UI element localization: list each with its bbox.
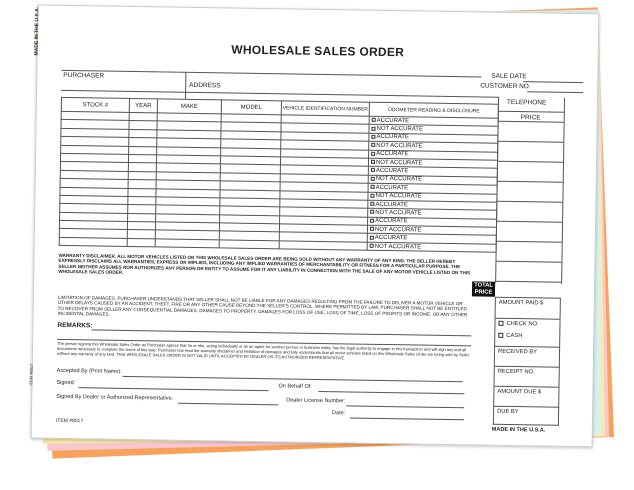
odometer-option-label: ACCURATE bbox=[376, 117, 410, 125]
table-cell[interactable] bbox=[59, 237, 127, 246]
odometer-checkbox[interactable] bbox=[371, 160, 375, 164]
odometer-option-label: ACCURATE bbox=[375, 218, 408, 225]
odometer-checkbox[interactable] bbox=[370, 244, 374, 248]
accepted-by-label: Accepted By (Print Name): bbox=[56, 367, 122, 375]
signed-dealer-label: Signed By Dealer or Authorized Representative: bbox=[56, 393, 174, 402]
price-column-header: PRICE bbox=[520, 114, 541, 122]
purchaser-label: PURCHASER bbox=[63, 71, 105, 80]
odometer-option-label: NOT ACCURATE bbox=[376, 125, 424, 133]
odometer-option-label: NOT ACCURATE bbox=[376, 142, 423, 150]
check-checkbox[interactable] bbox=[498, 321, 503, 326]
check-no-option[interactable] bbox=[498, 321, 556, 328]
item-number: ITEM #8017 bbox=[55, 417, 84, 425]
date-label: Date: bbox=[332, 410, 346, 417]
table-cell[interactable] bbox=[155, 239, 219, 248]
model-column-header: MODEL bbox=[221, 100, 281, 115]
odometer-option-label: ACCURATE bbox=[374, 234, 408, 242]
receipt-no-label: RECEIPT NO. bbox=[497, 368, 535, 376]
received-by-label: RECEIVED BY bbox=[497, 348, 538, 356]
make-column-header: MAKE bbox=[157, 99, 221, 114]
odometer-option-label: ACCURATE bbox=[375, 167, 409, 175]
due-by-box[interactable] bbox=[493, 407, 559, 426]
address-label: ADDRESS bbox=[189, 81, 221, 90]
odometer-checkbox[interactable] bbox=[371, 168, 375, 172]
price-cell-divider bbox=[497, 181, 563, 183]
table-cell[interactable] bbox=[127, 238, 155, 247]
price-cell-divider bbox=[495, 281, 561, 283]
odometer-checkbox[interactable] bbox=[370, 219, 374, 223]
made-in-usa-side: MADE IN THE U.S.A. bbox=[33, 6, 41, 56]
amount-due-box[interactable] bbox=[493, 387, 559, 408]
signed-label: Signed: bbox=[56, 379, 76, 387]
cash-option[interactable] bbox=[498, 333, 556, 340]
sales-order-form bbox=[28, 4, 600, 447]
odometer-option-label: NOT ACCURATE bbox=[375, 159, 423, 167]
table-cell[interactable] bbox=[219, 240, 279, 249]
agreement-text: The person signing this Wholesale Sales Order as Purchaser agrees that he or she, acting individually or as an agent for another person or business entity, has the legal authority to engage in this transaction and will sign any and all documents necessary to complete the terms of this sale. Purchaser has read the warranty disclaimer and limitation of damages and fully understands that all motor vehicles listed on this Wholesale Sales Order are being sold by Seller without any warranty of any kind. THIS WHOLESALE SALES ORDER IS NOT VALID UNTIL ACCEPTED BY DEALER OR ITS AUTHORIZED REPRESENTATIVE. bbox=[56, 340, 470, 360]
dealer-license-field[interactable] bbox=[346, 405, 464, 408]
odometer-column-header: ODOMETER READING & DISCLOSURE bbox=[369, 102, 498, 118]
odometer-checkbox[interactable] bbox=[372, 126, 376, 130]
customer-no-field[interactable] bbox=[527, 91, 583, 93]
warranty-disclaimer: WARRANTY DISCLAIMER. ALL MOTOR VEHICLES LISTED ON THIS WHOLESALE SALES ORDER ARE BEING SOLD WITHOUT ANY WARRANTY OF ANY KIND. THE SELLER HEREBY EXPRESSLY DISCLAIMS ALL WARRANTIES, EXPRESS OR IMPLIED, INCLUDING ANY IMPLIED WARRANTIES OF MERCHANTABILITY OR FITNESS FOR A PARTICULAR PURPOSE. THE SELLER NEITHER ASSUMES NOR AUTHORIZES ANY PERSON OR ENTITY TO ASSUME FOR IT ANY LIABILITY IN CONNECTION WITH THE SALE OF ANY MOTOR VEHICLE LISTED ON THIS WHOLESALE SALES ORDER. bbox=[58, 252, 471, 276]
odometer-option-label: NOT ACCURATE bbox=[375, 176, 423, 183]
odometer-checkbox[interactable] bbox=[371, 135, 375, 139]
odometer-option-label: NOT ACCURATE bbox=[375, 193, 422, 200]
cash-label: CASH bbox=[506, 332, 523, 340]
odometer-checkbox[interactable] bbox=[371, 143, 375, 147]
odometer-checkbox[interactable] bbox=[370, 193, 374, 197]
total-price-label: TOTAL PRICE bbox=[472, 281, 495, 296]
odometer-option-label: ACCURATE bbox=[376, 151, 409, 158]
item-number-side: ITEM #8017 bbox=[28, 363, 34, 386]
check-no-label: CHECK NO. bbox=[506, 320, 539, 328]
odometer-checkbox[interactable] bbox=[371, 185, 375, 189]
signed-field[interactable] bbox=[78, 387, 268, 391]
accepted-by-field[interactable] bbox=[123, 376, 463, 382]
amount-paid-label: AMOUNT PAID $ bbox=[498, 299, 544, 307]
on-behalf-field[interactable] bbox=[318, 391, 464, 394]
price-cell-divider bbox=[497, 141, 563, 143]
remarks-field[interactable] bbox=[91, 329, 471, 336]
odometer-checkbox[interactable] bbox=[370, 202, 374, 206]
receipt-no-box[interactable] bbox=[493, 367, 559, 388]
limitation-of-damages: LIMITATION OF DAMAGES. PURCHASER UNDERSTANDS THAT SELLER SHALL NOT BE LIABLE FOR ANY DAMAGES RESULTING FROM THE FAILURE TO DELIVER A MOTOR VEHICLE OR OTHER DELAYS CAUSED BY AN ACCIDENT, THEFT, FIRE OR ANY OTHER CAUSE BEYOND THE SELLER'S CONTROL. WHERE PERMITTED BY LAW, PURCHASER SHALL NOT BE ENTITLED TO RECOVER FROM SELLER ANY CONSEQUENTIAL DAMAGES, DAMAGES TO PROPERTY, DAMAGES FOR LOSS OF USE, LOSS OF TIME, LOSS OF PROFITS OR INCOME, OR ANY OTHER INCIDENTAL DAMAGES. bbox=[57, 294, 468, 318]
odometer-checkbox[interactable] bbox=[370, 235, 374, 239]
odometer-cell bbox=[367, 242, 496, 252]
odometer-checkbox[interactable] bbox=[370, 227, 374, 231]
stock-column-header: STOCK # bbox=[61, 97, 129, 112]
price-cell-divider bbox=[496, 201, 562, 203]
price-cell-divider bbox=[496, 221, 562, 223]
odometer-checkbox[interactable] bbox=[370, 210, 374, 214]
on-behalf-label: On Behalf Of: bbox=[278, 383, 312, 390]
odometer-checkbox[interactable] bbox=[371, 177, 375, 181]
telephone-label: TELEPHONE bbox=[506, 98, 547, 107]
customer-no-label: CUSTOMER NO. bbox=[480, 82, 531, 91]
year-column-header: YEAR bbox=[129, 98, 157, 112]
amount-paid-box[interactable] bbox=[495, 297, 561, 320]
odometer-option-label: ACCURATE bbox=[375, 201, 408, 208]
odometer-option-label: NOT ACCURATE bbox=[374, 226, 422, 234]
sale-date-label: SALE DATE bbox=[491, 72, 527, 81]
received-by-box[interactable] bbox=[494, 347, 560, 368]
made-in-usa-footer: MADE IN THE U.S.A. bbox=[491, 426, 546, 434]
date-field[interactable] bbox=[350, 417, 464, 420]
vehicle-table bbox=[59, 97, 499, 253]
due-by-label: DUE BY bbox=[497, 408, 519, 416]
odometer-checkbox[interactable] bbox=[372, 118, 376, 122]
form-title: WHOLESALE SALES ORDER bbox=[231, 42, 405, 60]
odometer-option-label: ACCURATE bbox=[375, 184, 409, 192]
amount-due-label: AMOUNT DUE $ bbox=[497, 388, 542, 396]
table-cell[interactable] bbox=[279, 241, 367, 251]
odometer-option-label: NOT ACCURATE bbox=[375, 209, 422, 217]
vin-column-header: VEHICLE IDENTIFICATION NUMBER bbox=[281, 101, 369, 116]
odometer-option-label: NOT ACCURATE bbox=[374, 243, 422, 251]
dealer-license-label: Dealer License Number: bbox=[286, 397, 346, 405]
remarks-label: REMARKS: bbox=[57, 321, 93, 330]
price-cell-divider bbox=[495, 261, 561, 263]
payment-method-box bbox=[494, 319, 560, 348]
price-cell-divider bbox=[497, 161, 563, 163]
odometer-checkbox[interactable] bbox=[371, 151, 375, 155]
price-cell-divider bbox=[496, 241, 562, 243]
sale-date-field[interactable] bbox=[523, 81, 583, 83]
odometer-option-label: ACCURATE bbox=[376, 134, 409, 141]
cash-checkbox[interactable] bbox=[498, 333, 503, 338]
signed-dealer-field[interactable] bbox=[178, 403, 278, 406]
